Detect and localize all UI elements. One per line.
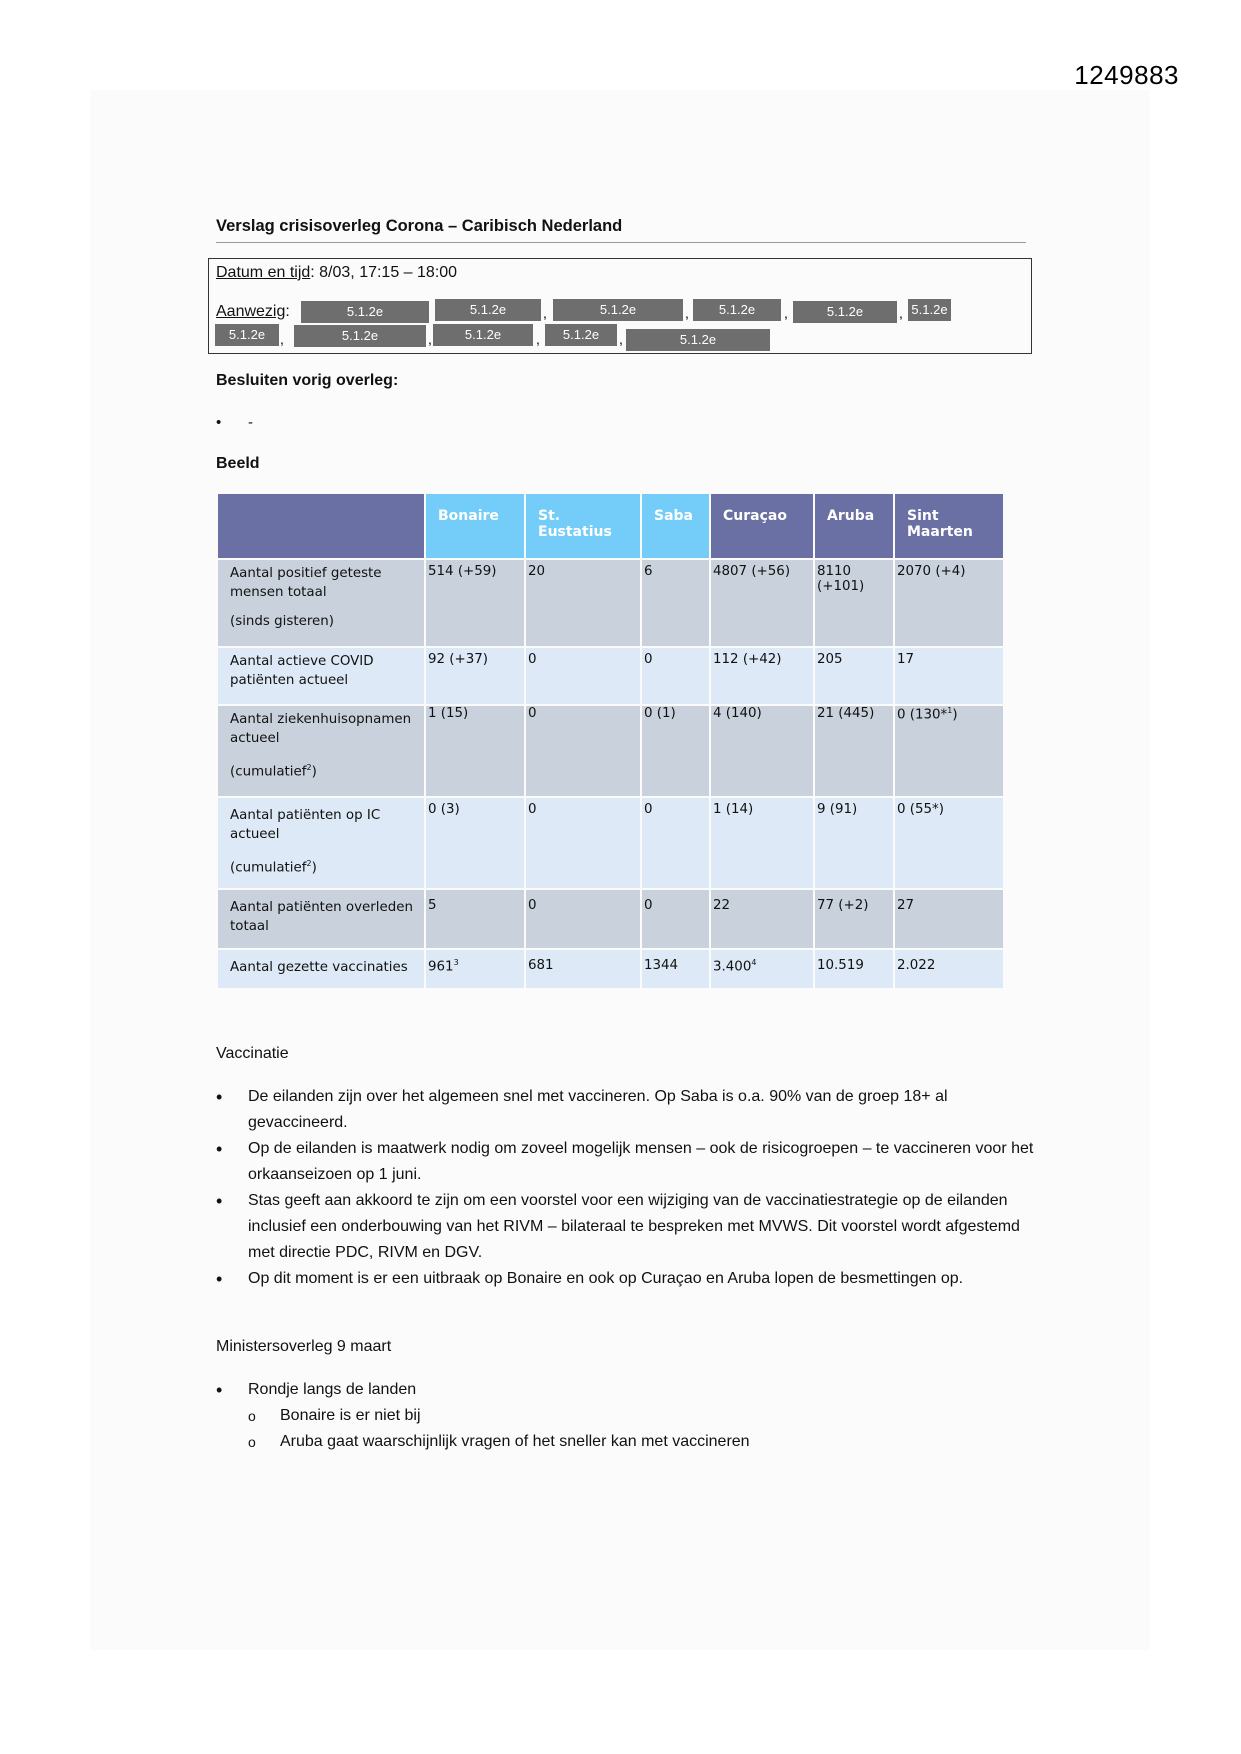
document-id: 1249883 [1074, 60, 1179, 90]
list-item: • Op dit moment is er een uitbraak op Bonaire en ook op Curaçao en Aruba lopen de besmettingen op. [216, 1266, 1036, 1292]
list-item: o Bonaire is er niet bij [216, 1403, 1036, 1429]
row-label: Aantal patiënten overleden totaal [218, 890, 424, 948]
datum-value: : 8/03, 17:15 – 18:00 [310, 264, 458, 281]
list-item: o Aruba gaat waarschijnlijk vragen of het sneller kan met vaccineren [216, 1429, 1036, 1455]
table-cell: 0 (1) [642, 706, 709, 796]
row-label: Aantal positief geteste mensen totaal (sinds gisteren) [218, 560, 424, 646]
table-row [218, 706, 1003, 796]
table-cell: 0 [642, 890, 709, 948]
table-cell: 1 (15) [426, 706, 524, 796]
beeld-heading: Beeld [216, 455, 260, 472]
besluiten-heading: Besluiten vorig overleg: [216, 372, 399, 389]
redaction-block: 5.1.2e [301, 301, 429, 323]
separator-comma: , [428, 331, 432, 347]
aanwezig-line [216, 303, 290, 321]
table-row [218, 648, 1003, 704]
table-header-saba: Saba [642, 494, 709, 558]
table-cell: 4807 (+56) [711, 560, 813, 646]
table-cell: 22 [711, 890, 813, 948]
table-cell: 112 (+42) [711, 648, 813, 704]
besluiten-bullet-text: - [248, 414, 253, 431]
separator-comma: , [543, 305, 547, 321]
table-cell: 0 [642, 798, 709, 888]
table-cell: 9 (91) [815, 798, 893, 888]
ministersoverleg-list [216, 1377, 1036, 1403]
list-item: • De eilanden zijn over het algemeen snel met vaccineren. Op Saba is o.a. 90% van de groep 18+ al gevaccineerd. [216, 1084, 1036, 1136]
table-cell: 0 (3) [426, 798, 524, 888]
table-cell: 6 [642, 560, 709, 646]
table-cell: 0 (55*) [895, 798, 1003, 888]
redaction-block: 5.1.2e [553, 299, 683, 321]
redaction-block: 5.1.2e [693, 299, 781, 321]
table-header-empty [218, 494, 424, 558]
vaccinatie-heading: Vaccinatie [216, 1045, 289, 1062]
table-cell: 27 [895, 890, 1003, 948]
sublist-wrapper [216, 1403, 1036, 1455]
table-cell: 514 (+59) [426, 560, 524, 646]
list-item: • Op de eilanden is maatwerk nodig om zoveel mogelijk mensen – ook de risicogroepen – te vaccineren voor het orkaanseizoen op 1 juni. [216, 1136, 1036, 1188]
table-header-curacao: Curaçao [711, 494, 813, 558]
table-header-sint-maarten: Sint Maarten [895, 494, 1003, 558]
table-cell: 77 (+2) [815, 890, 893, 948]
table-cell: 20 [526, 560, 640, 646]
separator-comma: , [784, 305, 788, 321]
table-header-bonaire: Bonaire [426, 494, 524, 558]
table-cell: 3.400$^4$ [711, 950, 813, 988]
separator-comma: , [536, 331, 540, 347]
document-title: Verslag crisisoverleg Corona – Caribisch Nederland [216, 217, 1026, 243]
redaction-block: 5.1.2e [294, 325, 426, 347]
table-row [218, 560, 1003, 646]
separator-comma: , [280, 331, 284, 347]
ministersoverleg-heading: Ministersoverleg 9 maart [216, 1338, 392, 1355]
aanwezig-label: Aanwezig [216, 303, 286, 320]
row-label: Aantal actieve COVID patiënten actueel [218, 648, 424, 704]
table-cell: 21 (445) [815, 706, 893, 796]
redaction-block: 5.1.2e [545, 324, 617, 346]
vaccinatie-list [216, 1084, 1036, 1292]
meeting-meta-box [208, 258, 1032, 354]
table-row [218, 950, 1003, 988]
table-cell: 0 (130*$^1$) [895, 706, 1003, 796]
aanwezig-colon: : [285, 303, 290, 320]
table-header-aruba: Aruba [815, 494, 893, 558]
table-cell: 4 (140) [711, 706, 813, 796]
table-cell: 0 [526, 798, 640, 888]
separator-comma: , [619, 331, 623, 347]
table-cell: 8110 (+101) [815, 560, 893, 646]
redaction-block: 5.1.2e [435, 299, 541, 321]
table-cell: 17 [895, 648, 1003, 704]
table-cell: 1 (14) [711, 798, 813, 888]
table-cell: 0 [526, 890, 640, 948]
table-cell: $961^3$ [426, 950, 524, 988]
redaction-block: 5.1.2e [215, 324, 279, 346]
table-cell: 0 [642, 648, 709, 704]
table-cell: 2.022 [895, 950, 1003, 988]
redaction-block: 5.1.2e [908, 299, 951, 321]
beeld-table [216, 492, 1005, 990]
redaction-block: 5.1.2e [793, 301, 897, 323]
table-cell: 10.519 [815, 950, 893, 988]
list-item: • Stas geeft aan akkoord te zijn om een voorstel voor een wijziging van de vaccinatiestrategie op de eilanden inclusief een onderbouwing van het RIVM – bilateraal te bespreken met MVWS. Dit voorstel wordt afgestemd met directie PDC, RIVM en DGV. [216, 1188, 1036, 1266]
separator-comma: , [899, 305, 903, 321]
besluiten-bullet: • - [216, 414, 253, 431]
ministersoverleg-sublist [216, 1403, 1036, 1455]
separator-comma: , [685, 305, 689, 321]
table-row [218, 890, 1003, 948]
redaction-block: 5.1.2e [626, 329, 770, 351]
datum-label: Datum en tijd [216, 264, 311, 281]
list-item: • Rondje langs de landen [216, 1377, 1036, 1403]
table-cell: 1344 [642, 950, 709, 988]
datum-line [216, 264, 457, 282]
row-label: Aantal ziekenhuisopnamen actueel (cumulatief$^2$) [218, 706, 424, 796]
table-cell: 681 [526, 950, 640, 988]
table-cell: 2070 (+4) [895, 560, 1003, 646]
table-cell: 92 (+37) [426, 648, 524, 704]
redaction-block: 5.1.2e [433, 324, 533, 346]
table-header-st-eustatius: St. Eustatius [526, 494, 640, 558]
table-cell: 5 [426, 890, 524, 948]
table-cell: 0 [526, 706, 640, 796]
table-cell: 0 [526, 648, 640, 704]
row-label: Aantal patiënten op IC actueel (cumulatief$^2$) [218, 798, 424, 888]
table-cell: 205 [815, 648, 893, 704]
table-row [218, 798, 1003, 888]
row-label: Aantal gezette vaccinaties [218, 950, 424, 988]
